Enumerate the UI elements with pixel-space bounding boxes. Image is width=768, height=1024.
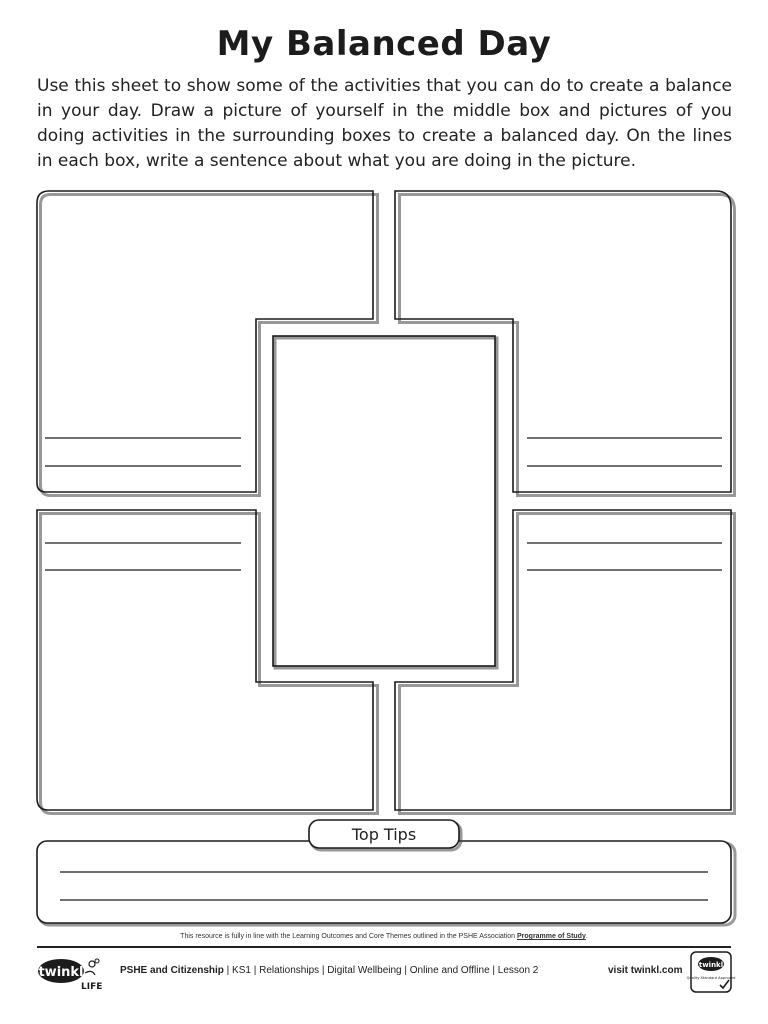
top-tips-label: Top Tips — [351, 825, 417, 844]
badge-caption: Quality Standard Approved — [686, 976, 736, 980]
activity-box-bottom-left — [37, 510, 373, 810]
visit-link[interactable]: visit twinkl.com — [608, 965, 683, 976]
page-title: My Balanced Day — [216, 24, 552, 64]
breadcrumb-path: | KS1 | Relationships | Digital Wellbeing | Online and Offline | Lesson 2 — [223, 965, 539, 976]
programme-of-study-link[interactable]: Programme of Study — [517, 933, 586, 940]
activity-box-bottom-right — [395, 510, 731, 810]
badge-wordmark: twinkl — [698, 961, 724, 969]
quality-standard-badge — [686, 951, 736, 993]
alignment-note-end: . — [585, 933, 588, 940]
top-tips-box — [37, 841, 731, 923]
logo-wordmark: twinkl — [38, 965, 84, 980]
activity-box-top-right — [395, 191, 731, 492]
breadcrumb-subject: PSHE and Citizenship — [120, 965, 224, 976]
instructions-text: Use this sheet to show some of the activities that you can do to create a balance in your day. Draw a picture of yourself in the middle box and pictures of you doing activities in the surrounding boxes to create a balanced day. On the lines in each box, write a sentence about what you are doing in the picture. — [37, 76, 732, 171]
twinkl-life-logo — [37, 955, 107, 991]
footer-divider — [37, 946, 731, 948]
activity-box-top-left — [37, 191, 373, 492]
alignment-note-text: This resource is fully in line with the Learning Outcomes and Core Themes outlined in the PSHE Association — [180, 933, 517, 940]
logo-sub: LIFE — [81, 982, 103, 992]
alignment-note — [0, 933, 768, 940]
self-portrait-box — [273, 336, 495, 666]
breadcrumb — [120, 965, 538, 976]
